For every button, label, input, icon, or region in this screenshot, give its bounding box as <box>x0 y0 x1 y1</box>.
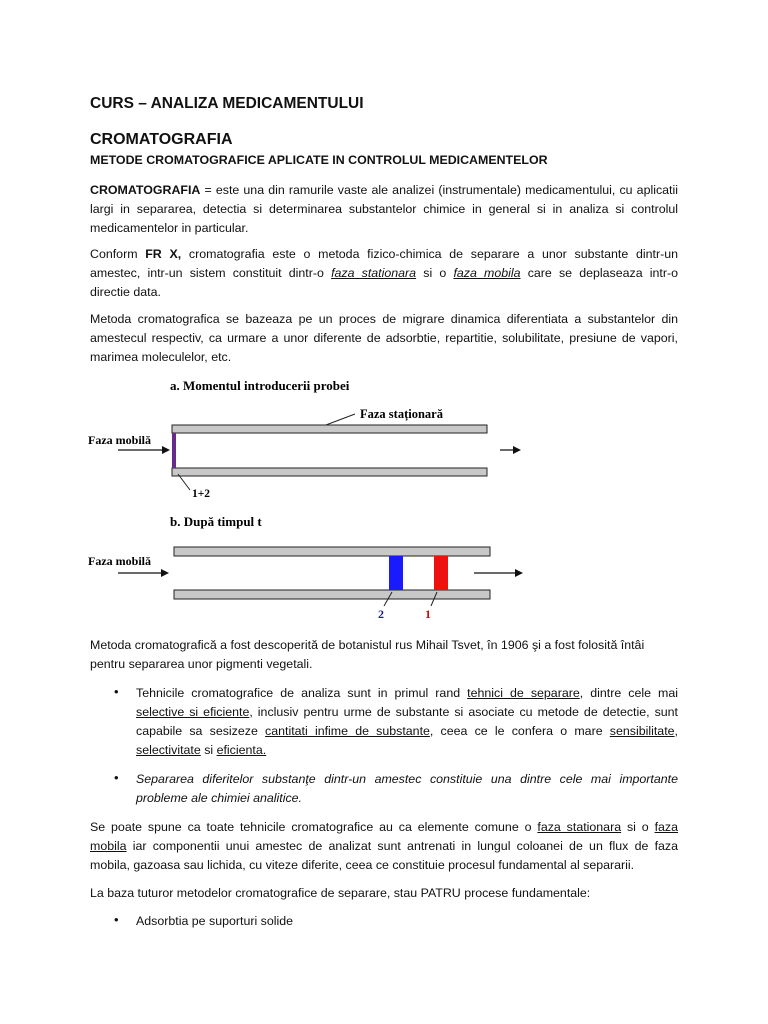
label-faza-stationara: Faza staționară <box>360 407 443 421</box>
label-1-plus-2: 1+2 <box>192 488 211 500</box>
text-span: cromatografia este o metoda fizico-chimica de separare a unor substante dintr-un <box>181 247 678 261</box>
term-faza: faza <box>654 820 678 834</box>
bullet-marker: • <box>114 770 119 785</box>
text-span: = este una din ramurile vaste ale analizei (instrumentale) medicamentului, cu aplicatii <box>200 183 678 197</box>
text-span: si o <box>621 820 655 834</box>
paragraph-3-line-2: amestecul respectiv, ca urmare a unor diferente de adsorbtie, repartitie, solubilitate, presiune de vapori, <box>90 331 678 345</box>
text-span: si o <box>416 266 454 280</box>
bullet-2-line-1: Separarea diferitelor substanţe dintr-un amestec constituie una dintre cele mai importante <box>136 772 678 786</box>
label-band-1: 1 <box>425 607 431 621</box>
term-faza-stationara: faza stationara <box>331 266 417 280</box>
column-wall-top-a <box>172 425 487 433</box>
text-span: , dintre cele mai <box>579 686 678 700</box>
text-span: , inclusiv pentru urme de substante si asociate cu metode de detectie, sunt <box>249 705 678 719</box>
arrow-out-a-head <box>513 446 521 454</box>
paragraph-1-line-1 <box>90 181 678 200</box>
bullet-1-line-4 <box>136 741 678 760</box>
paragraph-5-line-2 <box>90 837 678 856</box>
term-mobila: mobila <box>90 839 127 853</box>
text-span: Conform <box>90 247 146 261</box>
column-wall-top-b <box>174 547 490 556</box>
term-tehnici-de-separare: tehnici de separare <box>467 686 580 700</box>
subtitle: METODE CROMATOGRAFICE APLICATE IN CONTROLUL MEDICAMENTELOR <box>90 153 548 167</box>
arrow-in-a-head <box>162 446 170 454</box>
label-faza-mobila-a: Faza mobilă <box>88 433 151 447</box>
bullet-1-line-1 <box>136 684 678 703</box>
text-span: capabile sa sesizeze <box>136 724 266 738</box>
column-wall-bottom-b <box>174 590 490 599</box>
text-span: si <box>200 743 217 757</box>
text-span: , <box>674 724 678 738</box>
sample-band-a <box>172 433 176 468</box>
chromatography-figure <box>80 370 600 630</box>
paragraph-2-line-1 <box>90 245 678 264</box>
term-eficienta: eficienta. <box>216 743 267 757</box>
text-span: care se deplaseaza intr-o <box>520 266 679 280</box>
paragraph-1-line-2: largi in separarea, detectia si determinarea substantelor chimice in general si in analiza si controlul <box>90 202 678 216</box>
band-component-2 <box>389 556 403 590</box>
bullet-2-line-2: probleme ale chimiei analitice. <box>136 791 302 805</box>
text-span: amestec, intr-un sistem constituit dintr-o <box>90 266 332 280</box>
section-title: CROMATOGRAFIA <box>90 131 233 148</box>
text-span: iar componentii unui amestec de analizat sunt antrenati in lungul coloanei de un flux de faza <box>126 839 678 853</box>
paragraph-2-line-2 <box>90 264 678 283</box>
bullet-1-line-2 <box>136 703 678 722</box>
paragraph-4-line-2: pentru separarea unor pigmenti vegetali. <box>90 657 313 671</box>
arrow-out-b-head <box>515 569 523 577</box>
paragraph-2-line-3: directie data. <box>90 285 161 299</box>
term-faza-mobila: faza mobila <box>453 266 521 280</box>
figure-label-a: a. Momentul introducerii probei <box>170 378 350 393</box>
label-band-2: 2 <box>378 607 384 621</box>
term-sensibilitate: sensibilitate <box>609 724 675 738</box>
paragraph-5-line-3: mobila, gazoasa sau lichida, cu viteze diferite, ceea ce constituie procesul fundamental al separarii. <box>90 858 635 872</box>
course-title: CURS – ANALIZA MEDICAMENTULUI <box>90 95 364 112</box>
text-span: Tehnicile cromatografice de analiza sunt in primul rand <box>136 686 468 700</box>
paragraph-4-line-1: Metoda cromatografică a fost descoperită de botanistul rus Mihail Tsvet, în 1906 şi a fost folosită întâi <box>90 638 645 652</box>
bullet-marker: • <box>114 684 119 699</box>
bullet-1-line-3 <box>136 722 678 741</box>
bullet-marker: • <box>114 912 119 927</box>
column-wall-bottom-a <box>172 468 487 476</box>
term-cantitati-infime: cantitati infime de substante <box>265 724 430 738</box>
text-span: , ceea ce le confera o mare <box>429 724 610 738</box>
paragraph-5-line-1 <box>90 818 678 837</box>
term-selective-si-eficiente: selective si eficiente <box>136 705 250 719</box>
term-cromatografia: CROMATOGRAFIA <box>90 183 201 197</box>
term-faza-stationara-2: faza stationara <box>537 820 622 834</box>
paragraph-3-line-1: Metoda cromatografica se bazeaza pe un proces de migrare dinamica diferentiata a substantelor din <box>90 312 678 326</box>
figure-label-b: b. După timpul t <box>170 514 262 529</box>
fr-x-reference: FR X, <box>145 247 182 261</box>
bullet-3: Adsorbtia pe suporturi solide <box>136 914 294 928</box>
band-component-1 <box>434 556 448 590</box>
paragraph-1-line-3: medicamentelor in particular. <box>90 221 249 235</box>
paragraph-6: La baza tuturor metodelor cromatografice de separare, stau PATRU procese fundamentale: <box>90 886 591 900</box>
term-selectivitate: selectivitate <box>136 743 201 757</box>
arrow-in-b-head <box>161 569 169 577</box>
label-faza-mobila-b: Faza mobilă <box>88 554 151 568</box>
paragraph-3-line-3: marimea moleculelor, etc. <box>90 350 232 364</box>
text-span: Se poate spune ca toate tehnicile cromatografice au ca elemente comune o <box>90 820 538 834</box>
